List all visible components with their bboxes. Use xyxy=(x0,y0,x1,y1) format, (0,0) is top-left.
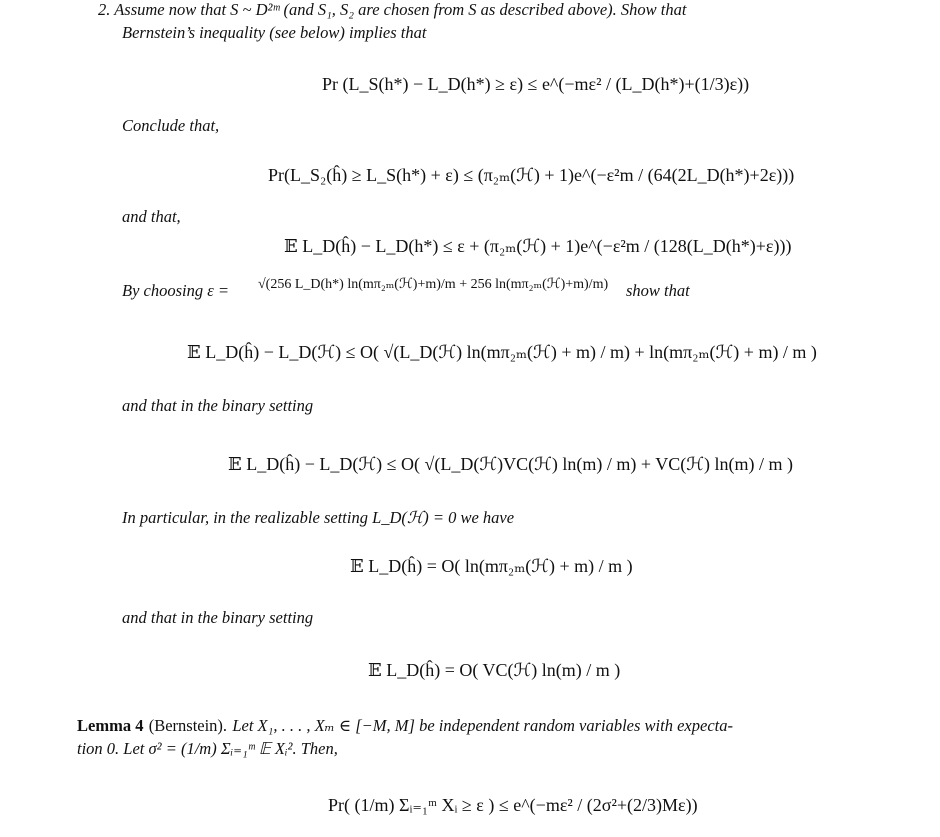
conclude-text: Conclude that, xyxy=(122,116,220,135)
realizable-text: In particular, in the realizable setting L_D(ℋ) = 0 we have xyxy=(122,508,515,527)
binary-setting-text-2: and that in the binary setting xyxy=(122,608,314,627)
item-2-line-2: Bernstein’s inequality (see below) implies that xyxy=(122,23,427,42)
equation-5: 𝔼 L_D(ĥ) − L_D(ℋ) ≤ O( √(L_D(ℋ)VC(ℋ) ln(m) / m) + VC(ℋ) ln(m) / m ) xyxy=(228,454,794,474)
equation-8: Pr( (1/m) Σᵢ₌₁ᵐ Xᵢ ≥ ε ) ≤ e^(−mε² / (2σ²+(2/3)Mε)) xyxy=(328,795,698,815)
equation-4: 𝔼 L_D(ĥ) − L_D(ℋ) ≤ O( √(L_D(ℋ) ln(mπ₂ₘ(ℋ) + m) / m) + ln(mπ₂ₘ(ℋ) + m) / m ) xyxy=(187,342,817,362)
equation-3: 𝔼 L_D(ĥ) − L_D(h*) ≤ ε + (π₂ₘ(ℋ) + 1)e^(−ε²m / (128(L_D(h*)+ε))) xyxy=(284,236,792,256)
equation-2: Pr(L_S₂(ĥ) ≥ L_S(h*) + ε) ≤ (π₂ₘ(ℋ) + 1)e^(−ε²m / (64(2L_D(h*)+2ε))) xyxy=(268,165,795,185)
lemma-name: (Bernstein). xyxy=(148,716,228,735)
lemma-line-2: tion 0. Let σ² = (1/m) Σᵢ₌₁ᵐ 𝔼 Xᵢ². Then, xyxy=(77,739,338,758)
lemma-line-1 xyxy=(77,716,733,736)
lemma-title: Lemma 4 xyxy=(77,716,144,735)
lemma-text-1: Let X₁, . . . , Xₘ ∈ [−M, M] be independent random variables with expecta- xyxy=(232,716,733,735)
equation-1: Pr (L_S(h*) − L_D(h*) ≥ ε) ≤ e^(−mε² / (L_D(h*)+(1/3)ε)) xyxy=(322,74,750,94)
and-that-text: and that, xyxy=(122,207,181,226)
choosing-suffix: show that xyxy=(626,281,690,300)
equation-7: 𝔼 L_D(ĥ) = O( VC(ℋ) ln(m) / m ) xyxy=(368,660,621,680)
equation-6: 𝔼 L_D(ĥ) = O( ln(mπ₂ₘ(ℋ) + m) / m ) xyxy=(350,556,633,576)
choosing-prefix: By choosing ε = xyxy=(122,281,229,300)
item-2-line-1: 2. Assume now that S ~ D²ᵐ (and S₁, S₂ are chosen from S as described above). Show that xyxy=(98,0,687,19)
binary-setting-text-1: and that in the binary setting xyxy=(122,396,314,415)
choosing-expression: √(256 L_D(h*) ln(mπ₂ₘ(ℋ)+m)/m + 256 ln(mπ₂ₘ(ℋ)+m)/m) xyxy=(258,277,609,292)
